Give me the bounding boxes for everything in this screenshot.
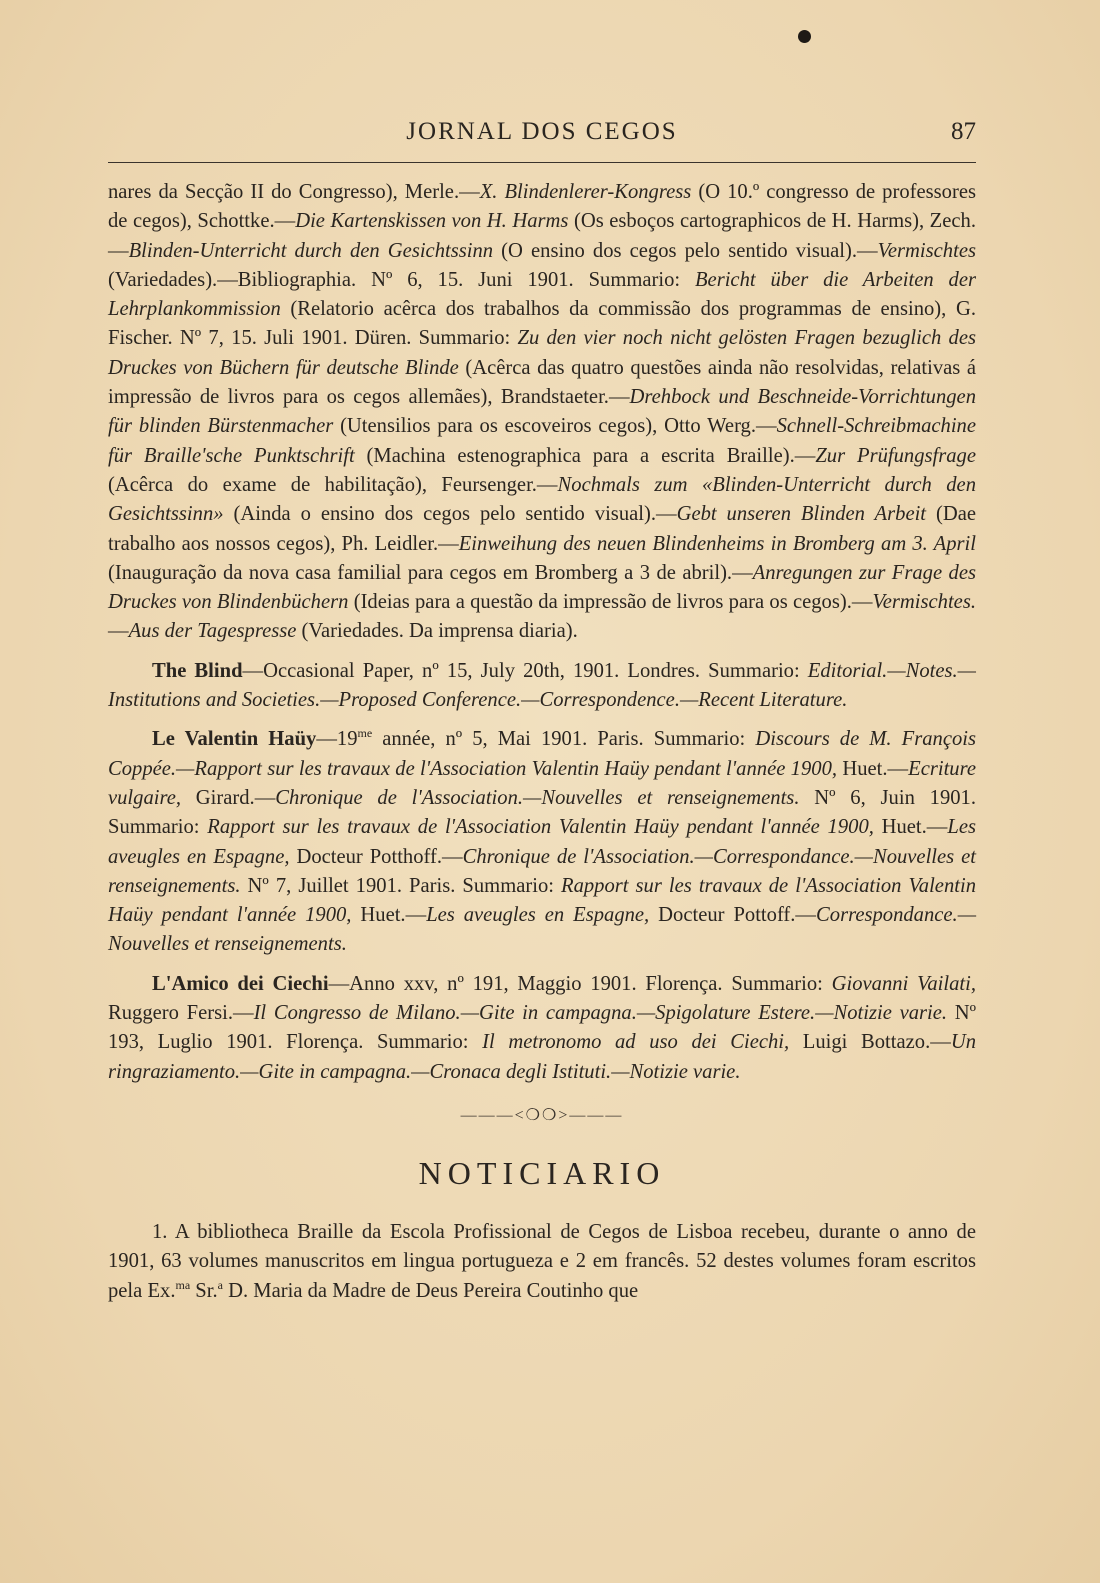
text-run: Ruggero Fersi.— xyxy=(108,1002,254,1025)
title-italic: Giovanni Vailati, xyxy=(831,972,976,995)
title-italic: Zu den vier noch nicht gelösten Fragen bezuglich des Druckes von Büchern für deutsche Blinde xyxy=(108,327,976,379)
header-rule xyxy=(108,162,976,163)
title-italic: Chronique de l'Association.—Correspondance.—Nouvelles et renseignements. xyxy=(108,845,976,897)
title-italic: Einweihung des neuen Blindenheims in Bromberg am 3. April xyxy=(458,532,976,555)
text-run: Huet.— xyxy=(837,757,909,780)
title-italic: Editorial.—Notes.—Institutions and Societies.—Proposed Conference.—Correspondence.—Recent Literature. xyxy=(108,659,976,712)
text-run: (Os esboços cartographicos de H. Harms), Zech.— xyxy=(108,210,976,262)
title-italic: Il Congresso de Milano.—Gite in campagna.—Spigolature Estere.—Notizie varie. xyxy=(253,1002,948,1025)
text-run: (Variedades).—Bibliographia. Nº 6, 15. Juni 1901. Summario: xyxy=(108,268,695,291)
text-run: Nº 7, Juillet 1901. Paris. Summario: xyxy=(240,874,561,897)
title-italic: Nochmals zum «Blinden-Unterricht durch den Gesichtssinn» xyxy=(108,473,976,526)
text-run: (Machina estenographica para a escrita Braille).— xyxy=(354,444,816,467)
text-run: Huet.— xyxy=(873,816,948,839)
title-italic: Bericht über die Arbeiten der Lehrplankommission xyxy=(108,268,976,321)
paragraph-amico-dei-ciechi xyxy=(108,970,976,1087)
text-run: (O 10.º congresso de professores de cegos), Schottke.— xyxy=(108,181,976,233)
text-run: (Acêrca das quatro questões ainda não resolvidas, relativas á impressão de livros para os cegos allemães), Brandstaeter.— xyxy=(108,356,976,409)
title-italic: Zur Prüfungsfrage xyxy=(815,444,976,467)
text-run: (Utensilios para os escoveiros cegos), Otto Werg.— xyxy=(333,415,777,438)
periodical-name: Le Valentin Haüy xyxy=(152,728,317,751)
paragraph-bibliographia xyxy=(108,178,976,647)
title-italic: Rapport sur les travaux de l'Association Valentin Haüy pendant l'année 1900, xyxy=(108,874,976,927)
text-run: Sr. xyxy=(190,1279,218,1302)
title-italic: Discours de M. François Coppée.—Rapport sur les travaux de l'Association Valentin Haüy pendant l'année 1900, xyxy=(108,728,976,780)
text-run: Docteur Pottoff.— xyxy=(649,904,817,927)
ornamental-divider: ———<❍❍>——— xyxy=(460,1106,624,1124)
title-italic: Correspondance.—Nouvelles et renseignements. xyxy=(108,904,977,956)
text-run: Girard.— xyxy=(181,786,276,809)
title-italic: Les aveugles en Espagne, xyxy=(108,816,976,868)
text-run: Nº 6, Juin 1901. Summario: xyxy=(108,786,976,839)
paragraph-le-valentin-hauy xyxy=(108,725,976,959)
title-italic: Vermischtes xyxy=(877,239,976,262)
text-run: (Inauguração da nova casa familial para cegos em Bromberg a 3 de abril).— xyxy=(108,561,753,584)
text-run: (Acêrca do exame de habilitação), Feursenger.— xyxy=(108,473,558,496)
text-run: 1. A bibliotheca Braille da Escola Profissional de Cegos de Lisboa recebeu, durante o anno de 1901, 63 volumes manuscritos em lingua portugueza e 2 em francês. 52 destes volumes foram escritos pela Ex. xyxy=(108,1220,976,1302)
title-italic: Rapport sur les travaux de l'Association Valentin Haüy pendant l'année 1900, xyxy=(207,816,874,839)
title-italic: Vermischtes. xyxy=(872,591,976,614)
title-italic: Drehbock und Beschneide-Vorrichtungen für blinden Bürstenmacher xyxy=(108,386,976,438)
text-run: (Relatorio acêrca dos trabalhos da commissão dos programmas de ensino), G. Fischer. Nº 7, 15. Juli 1901. Düren. Summario: xyxy=(108,298,976,350)
text-run: (Ideias para a questão da impressão de livros para os cegos).— xyxy=(348,591,873,614)
text-run: (O ensino dos cegos pelo sentido visual).— xyxy=(493,239,878,262)
text-run: Nº 193, Luglio 1901. Florença. Summario: xyxy=(108,1002,976,1054)
article-body xyxy=(108,178,976,1306)
text-run: — xyxy=(108,620,129,643)
title-italic: Les aveugles en Espagne, xyxy=(426,904,650,927)
noticiario-item-1 xyxy=(108,1218,976,1306)
title-italic: Aus der Tagespresse xyxy=(128,620,297,643)
text-run: ma xyxy=(175,1277,191,1292)
journal-title: JORNAL DOS CEGOS xyxy=(406,118,678,145)
title-italic: Ecriture vulgaire, xyxy=(108,757,976,809)
title-italic: Gebt unseren Blinden Arbeit xyxy=(676,503,927,526)
text-run: D. Maria da Madre de Deus Pereira Coutinho que xyxy=(222,1279,639,1302)
text-run: nares da Secção II do Congresso), Merle.— xyxy=(108,181,480,203)
text-run: a xyxy=(217,1277,223,1292)
text-run: Luigi Bottazo.— xyxy=(789,1031,951,1054)
title-italic: Un ringraziamento.—Gite in campagna.—Cronaca degli Istituti.—Notizie varie. xyxy=(108,1031,976,1083)
text-run: —19 xyxy=(316,728,358,751)
page-number: 87 xyxy=(951,118,976,145)
text-run: (Dae trabalho aos nossos cegos), Ph. Leidler.— xyxy=(108,503,976,555)
title-italic: X. Blindenlerer-Kongress xyxy=(479,181,692,203)
text-run: (Variedades. Da imprensa diaria). xyxy=(296,620,578,643)
text-run: (Ainda o ensino dos cegos pelo sentido visual).— xyxy=(223,503,677,526)
text-run: —Anno xxv, nº 191, Maggio 1901. Florença. Summario: xyxy=(328,972,832,995)
title-italic: Chronique de l'Association.—Nouvelles et renseignements. xyxy=(275,786,800,809)
text-run: Docteur Potthoff.— xyxy=(289,845,463,868)
text-run: Huet.— xyxy=(351,904,427,927)
section-heading: NOTICIARIO xyxy=(418,1154,666,1191)
text-run: —Occasional Paper, nº 15, July 20th, 1901. Londres. Summario: xyxy=(242,659,808,682)
text-run: année, nº 5, Mai 1901. Paris. Summario: xyxy=(372,728,756,751)
periodical-name: The Blind xyxy=(152,659,243,682)
title-italic: Die Kartenskissen von H. Harms xyxy=(295,210,569,233)
periodical-name: L'Amico dei Ciechi xyxy=(152,972,329,995)
title-italic: Il metronomo ad uso dei Ciechi, xyxy=(482,1031,790,1054)
running-header xyxy=(108,118,976,152)
paragraph-the-blind xyxy=(108,657,976,716)
ink-dot xyxy=(798,30,811,43)
title-italic: Schnell-Schreibmachine für Braille'sche Punktschrift xyxy=(108,415,976,467)
title-italic: Blinden-Unterricht durch den Gesichtssinn xyxy=(128,239,494,262)
title-italic: Anregungen zur Frage des Druckes von Blindenbüchern xyxy=(108,561,976,614)
text-run: me xyxy=(357,726,373,741)
